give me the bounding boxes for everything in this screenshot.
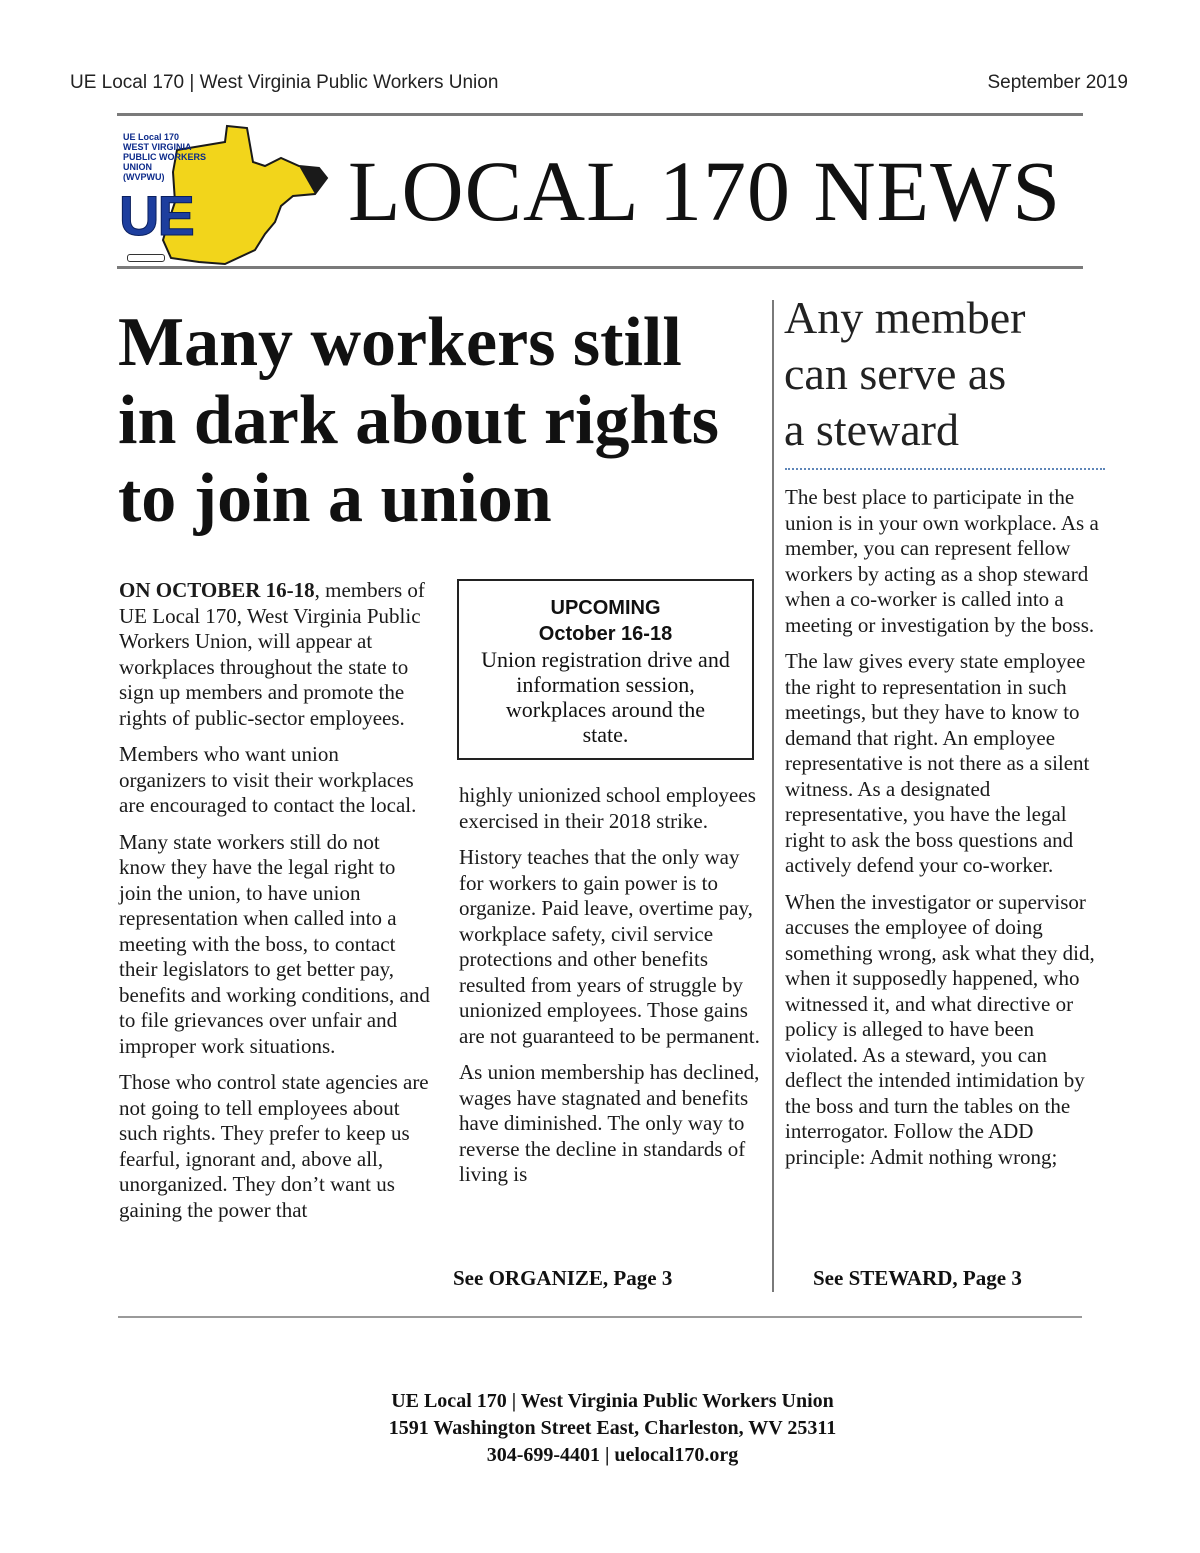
upcoming-title: UPCOMING	[550, 597, 661, 619]
logo-line: WEST VIRGINIA	[123, 142, 192, 152]
logo-line: PUBLIC WORKERS	[123, 152, 206, 162]
column-divider	[772, 300, 774, 1292]
paragraph-text: , members of UE Local 170, West Virginia Public Workers Union, will appear at workplaces throughout the state to sign up members and promote the rights of public-sector employees.	[119, 578, 425, 730]
masthead-title: LOCAL 170 NEWS	[348, 143, 1062, 239]
logo-line: UNION	[123, 162, 152, 172]
main-headline	[118, 304, 758, 538]
paragraph: The law gives every state employee the right to representation in such meetings, but they have to know to demand that right. An employee representative is not there as a silent witness. As a designated representative, you have the legal right to ask the boss questions and actively defend your co-worker.	[785, 649, 1090, 877]
paragraph: When the investigator or supervisor accuses the employee of doing something wrong, ask what they did, when it supposedly happened, who witnessed it, and what directive or policy is alleged to have been violated. As a steward, you can deflect the intended intimidation by the boss and turn the tables on the interrogator. Follow the ADD principle: Admit nothing wrong;	[785, 889, 1095, 1169]
main-article-column-2	[459, 783, 765, 1199]
bottom-rule	[118, 1316, 1082, 1318]
paragraph: Many state workers still do not know they have the legal right to join the union, to have union representation when called into a meeting with the boss, to contact their legislators to get better pay, benefits and working conditions, and to file grievances over unfair and improper work situations.	[119, 829, 430, 1058]
paragraph: highly unionized school employees exercised in their 2018 strike.	[459, 783, 756, 833]
footer-address: 1591 Washington Street East, Charleston, WV 25311	[388, 1417, 837, 1439]
upcoming-event-box	[457, 579, 754, 760]
paragraph	[119, 578, 431, 731]
steward-jump-link[interactable]: See STEWARD, Page 3	[813, 1266, 1022, 1290]
paragraph: As union membership has declined, wages have stagnated and benefits have diminished. The only way to reverse the decline in standards of living is	[459, 1060, 760, 1186]
upcoming-date: October 16-18	[538, 623, 673, 645]
ue-logo-mark: UE	[119, 184, 193, 247]
organize-jump-link[interactable]: See ORGANIZE, Page 3	[453, 1266, 673, 1290]
org-line: UE Local 170 | West Virginia Public Workers Union	[70, 72, 499, 93]
paragraph: Members who want union organizers to visit their workplaces are encouraged to contact the local.	[119, 742, 417, 817]
masthead-top-rule	[117, 113, 1083, 116]
side-headline-line: Any member	[784, 292, 1026, 343]
footer-contact: 304-699-4401 | uelocal170.org	[486, 1444, 739, 1466]
side-headline	[784, 290, 1104, 458]
paragraph: The best place to participate in the union is in your own workplace. As a member, you can represent fellow workers by acting as a shop steward when a co-worker is called into a meeting or investigation by the boss.	[785, 485, 1099, 637]
headline-line: Many workers still	[118, 304, 682, 381]
paragraph: History teaches that the only way for workers to gain power is to organize. Paid leave, overtime pay, workplace safety, civil service protections and other benefits resulted from years of struggle by unionized employees. Those gains are not guaranteed to be permanent.	[459, 845, 760, 1048]
headline-line: to join a union	[118, 460, 552, 537]
union-bug-icon	[127, 254, 165, 262]
logo-text	[123, 132, 206, 182]
paragraph: Those who control state agencies are not going to tell employees about such rights. They prefer to keep us fearful, ignorant and, above all, unorganized. They don’t want us gaining the power that	[119, 1070, 429, 1222]
lead-in: ON OCTOBER 16-18	[119, 578, 315, 602]
side-article-body	[785, 485, 1107, 1181]
issue-date: September 2019	[987, 72, 1128, 93]
dotted-separator	[785, 468, 1105, 470]
side-headline-line: can serve as	[784, 348, 1007, 399]
footer-org: UE Local 170 | West Virginia Public Workers Union	[391, 1390, 834, 1412]
footer	[0, 1388, 1200, 1469]
logo-line: (WVPWU)	[123, 172, 165, 182]
logo-line: UE Local 170	[123, 132, 180, 142]
union-logo	[115, 122, 330, 267]
main-article-column-1	[119, 578, 431, 1234]
headline-line: in dark about rights	[118, 382, 719, 459]
side-headline-line: a steward	[784, 404, 959, 455]
upcoming-body: Union registration drive and information session, workplaces around the state.	[481, 647, 730, 747]
